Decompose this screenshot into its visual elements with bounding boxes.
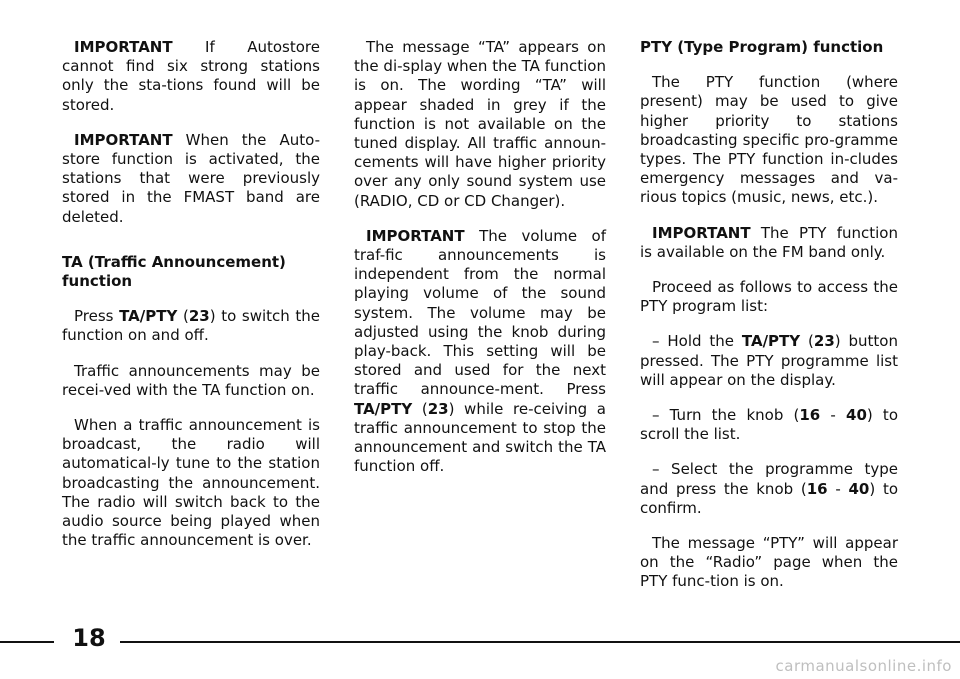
pty-step-3: – Select the programme type and press the knob (16 - 40) to confirm. (640, 460, 899, 517)
button-number: 23 (813, 332, 835, 351)
pty-step-1: – Hold the TA/PTY (23) button pressed. The PTY programme list will appear on the display. (640, 332, 898, 389)
watermark: carmanualsonline.info (775, 657, 952, 675)
footer-rule-left (0, 641, 54, 643)
button-number: 23 (427, 399, 449, 418)
important-note-fmast (62, 131, 320, 227)
button-number: 23 (188, 307, 210, 326)
important-note-pty: IMPORTANT The PTY function is available on the FM band only. (640, 223, 898, 261)
button-name: TA/PTY (741, 332, 801, 351)
column-right (640, 38, 898, 608)
button-name: TA/PTY (354, 399, 413, 418)
button-name: TA/PTY (119, 307, 178, 326)
knob-number: 16 (799, 406, 821, 425)
pty-heading: PTY (Type Program) function (640, 38, 884, 56)
footer-rule-right (120, 641, 960, 643)
important-note-autostore (62, 38, 320, 115)
knob-number: 40 (848, 479, 870, 498)
ta-received-paragraph: Traffic announcements may be recei-ved with the TA function on. (62, 361, 320, 399)
pty-step-2: – Turn the knob (16 - 40) to scroll the list. (640, 406, 898, 444)
page-number: 18 (72, 624, 106, 652)
ta-when-paragraph: When a traffic announcement is broadcast, the radio will automatical-ly tune to the station broadcasting the announcement. The radio will switch back to the audio source being played when the traffic announcement is over. (62, 416, 320, 550)
column-left (62, 38, 320, 566)
important-label: IMPORTANT (74, 38, 173, 56)
important-note-volume: IMPORTANT The volume of traf-fic announcements is independent from the normal playing volume of the sound system. The volume may be adjusted using the knob during play-back. This setting will be stored and used for the next traffic announce-ment. Press TA/PTY (23) while re-ceiving a traffic announcement to stop the announcement and switch the TA function off. (354, 226, 606, 476)
important-text: When the Auto-store function is activated, the stations that were previously stored in the FMAST band are deleted. (62, 130, 320, 226)
important-label: IMPORTANT (366, 226, 465, 245)
ta-message-paragraph: The message “TA” appears on the di-splay when the TA function is on. The wording “TA” will appear shaded in grey if the function is not available on the tuned display. All traffic announ-cements will have higher priority over any only sound system use (RADIO, CD or CD Changer). (354, 38, 606, 210)
pty-message-paragraph: The message “PTY” will appear on the “Radio” page when the PTY func-tion is on. (640, 534, 898, 591)
ta-heading: TA (Traffic Announcement) function (62, 252, 286, 291)
ta-press-paragraph: Press TA/PTY (23) to switch the function on and off. (62, 307, 321, 345)
important-label: IMPORTANT (652, 223, 751, 242)
important-text: If Autostore cannot find six strong stations only the sta-tions found will be stored. (62, 38, 320, 114)
pty-intro-paragraph: The PTY function (where present) may be used to give higher priority to stations broadcasting specific pro-gramme types. The PTY function in-cludes emergency messages and va-rious topics (music, news, etc.). (640, 73, 898, 207)
column-middle (354, 38, 606, 492)
knob-number: 16 (806, 479, 828, 498)
knob-number: 40 (846, 406, 867, 425)
pty-proceed-paragraph: Proceed as follows to access the PTY program list: (640, 278, 898, 316)
important-label: IMPORTANT (74, 130, 173, 149)
